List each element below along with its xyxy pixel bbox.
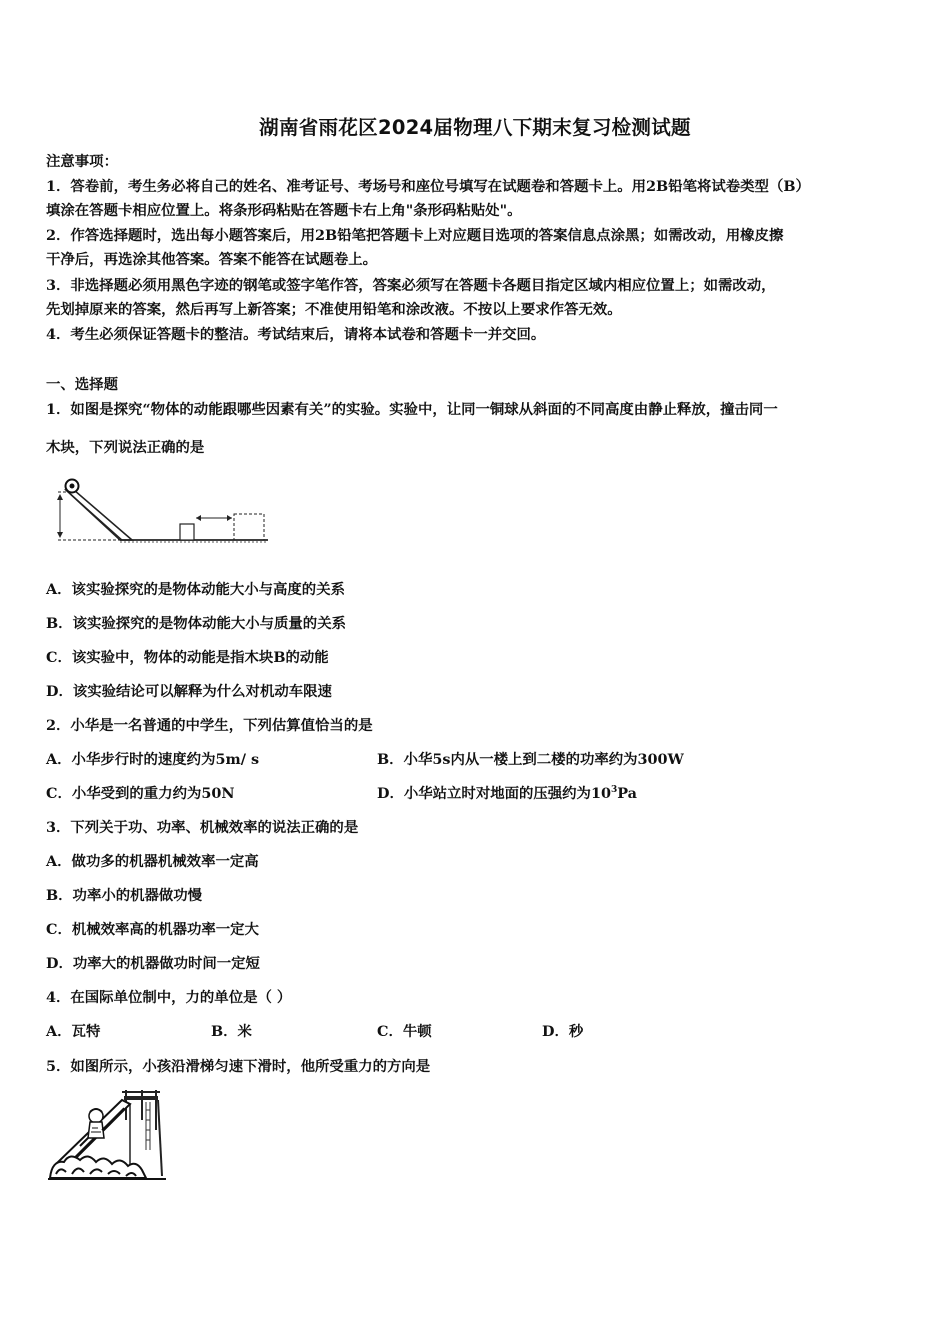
page-title: 湖南省雨花区2024届物理八下期末复习检测试题	[259, 116, 691, 139]
q2-option-a: A．小华步行时的速度约为5m/ s	[46, 751, 260, 768]
q2-option-d-exponent: 3	[610, 785, 618, 796]
q1-option-c: C．该实验中，物体的动能是指木块B的动能	[46, 649, 329, 666]
notice-heading: 注意事项：	[46, 153, 118, 170]
notice-line: 2．作答选择题时，选出每小题答案后，用2B铅笔把答题卡上对应题目选项的答案信息点涂黑；如需改动，用橡皮擦	[46, 227, 784, 244]
section-heading: 一、选择题	[46, 376, 118, 393]
q2-option-b: B．小华5s内从一楼上到二楼的功率约为300W	[377, 751, 684, 768]
q2-option-c: C．小华受到的重力约为50N	[46, 785, 235, 802]
q3-option-c: C．机械效率高的机器功率一定大	[46, 921, 259, 938]
q2-stem: 2．小华是一名普通的中学生，下列估算值恰当的是	[46, 717, 373, 734]
notice-line: 干净后，再选涂其他答案。答案不能答在试题卷上。	[46, 251, 377, 268]
q2-option-d-text: D．小华站立时对地面的压强约为10	[377, 785, 611, 802]
notice-line: 1．答卷前，考生务必将自己的姓名、准考证号、考场号和座位号填写在试题卷和答题卡上。用2B铅笔将试卷类型（B）	[46, 178, 810, 195]
q4-option-c: C．牛顿	[377, 1023, 432, 1040]
notice-line: 填涂在答题卡相应位置上。将条形码粘贴在答题卡右上角"条形码粘贴处"。	[46, 202, 522, 219]
q1-option-b: B．该实验探究的是物体动能大小与质量的关系	[46, 615, 346, 632]
notice-line: 先划掉原来的答案，然后再写上新答案；不准使用铅笔和涂改液。不按以上要求作答无效。	[46, 301, 622, 318]
q4-option-a: A．瓦特	[46, 1023, 101, 1040]
notice-line: 4．考生必须保证答题卡的整洁。考试结束后，请将本试卷和答题卡一并交回。	[46, 326, 546, 343]
q3-option-d: D．功率大的机器做功时间一定短	[46, 955, 260, 972]
q1-ramp-figure	[50, 478, 272, 546]
q4-option-b: B．米	[211, 1023, 252, 1040]
q1-option-d: D．该实验结论可以解释为什么对机动车限速	[46, 683, 332, 700]
q1-stem-line1: 1．如图是探究“物体的动能跟哪些因素有关”的实验。实验中，让同一铜球从斜面的不同高度由静止释放，撞击同一	[46, 401, 778, 418]
q3-option-a: A．做功多的机器机械效率一定高	[46, 853, 259, 870]
q1-stem-line2: 木块，下列说法正确的是	[46, 439, 205, 456]
q3-stem: 3．下列关于功、功率、机械效率的说法正确的是	[46, 819, 359, 836]
q4-option-d: D．秒	[542, 1023, 584, 1040]
q3-option-b: B．功率小的机器做功慢	[46, 887, 203, 904]
notice-line: 3．非选择题必须用黑色字迹的钢笔或签字笔作答，答案必须写在答题卡各题目指定区域内相应位置上；如需改动，	[46, 277, 776, 294]
q5-stem: 5．如图所示，小孩沿滑梯匀速下滑时，他所受重力的方向是	[46, 1058, 431, 1075]
q2-option-d	[377, 784, 637, 804]
q1-option-a: A．该实验探究的是物体动能大小与高度的关系	[46, 581, 345, 598]
q5-slide-figure	[46, 1090, 168, 1182]
q2-option-d-unit: Pa	[617, 785, 638, 802]
q4-stem: 4．在国际单位制中，力的单位是（ ）	[46, 989, 292, 1006]
